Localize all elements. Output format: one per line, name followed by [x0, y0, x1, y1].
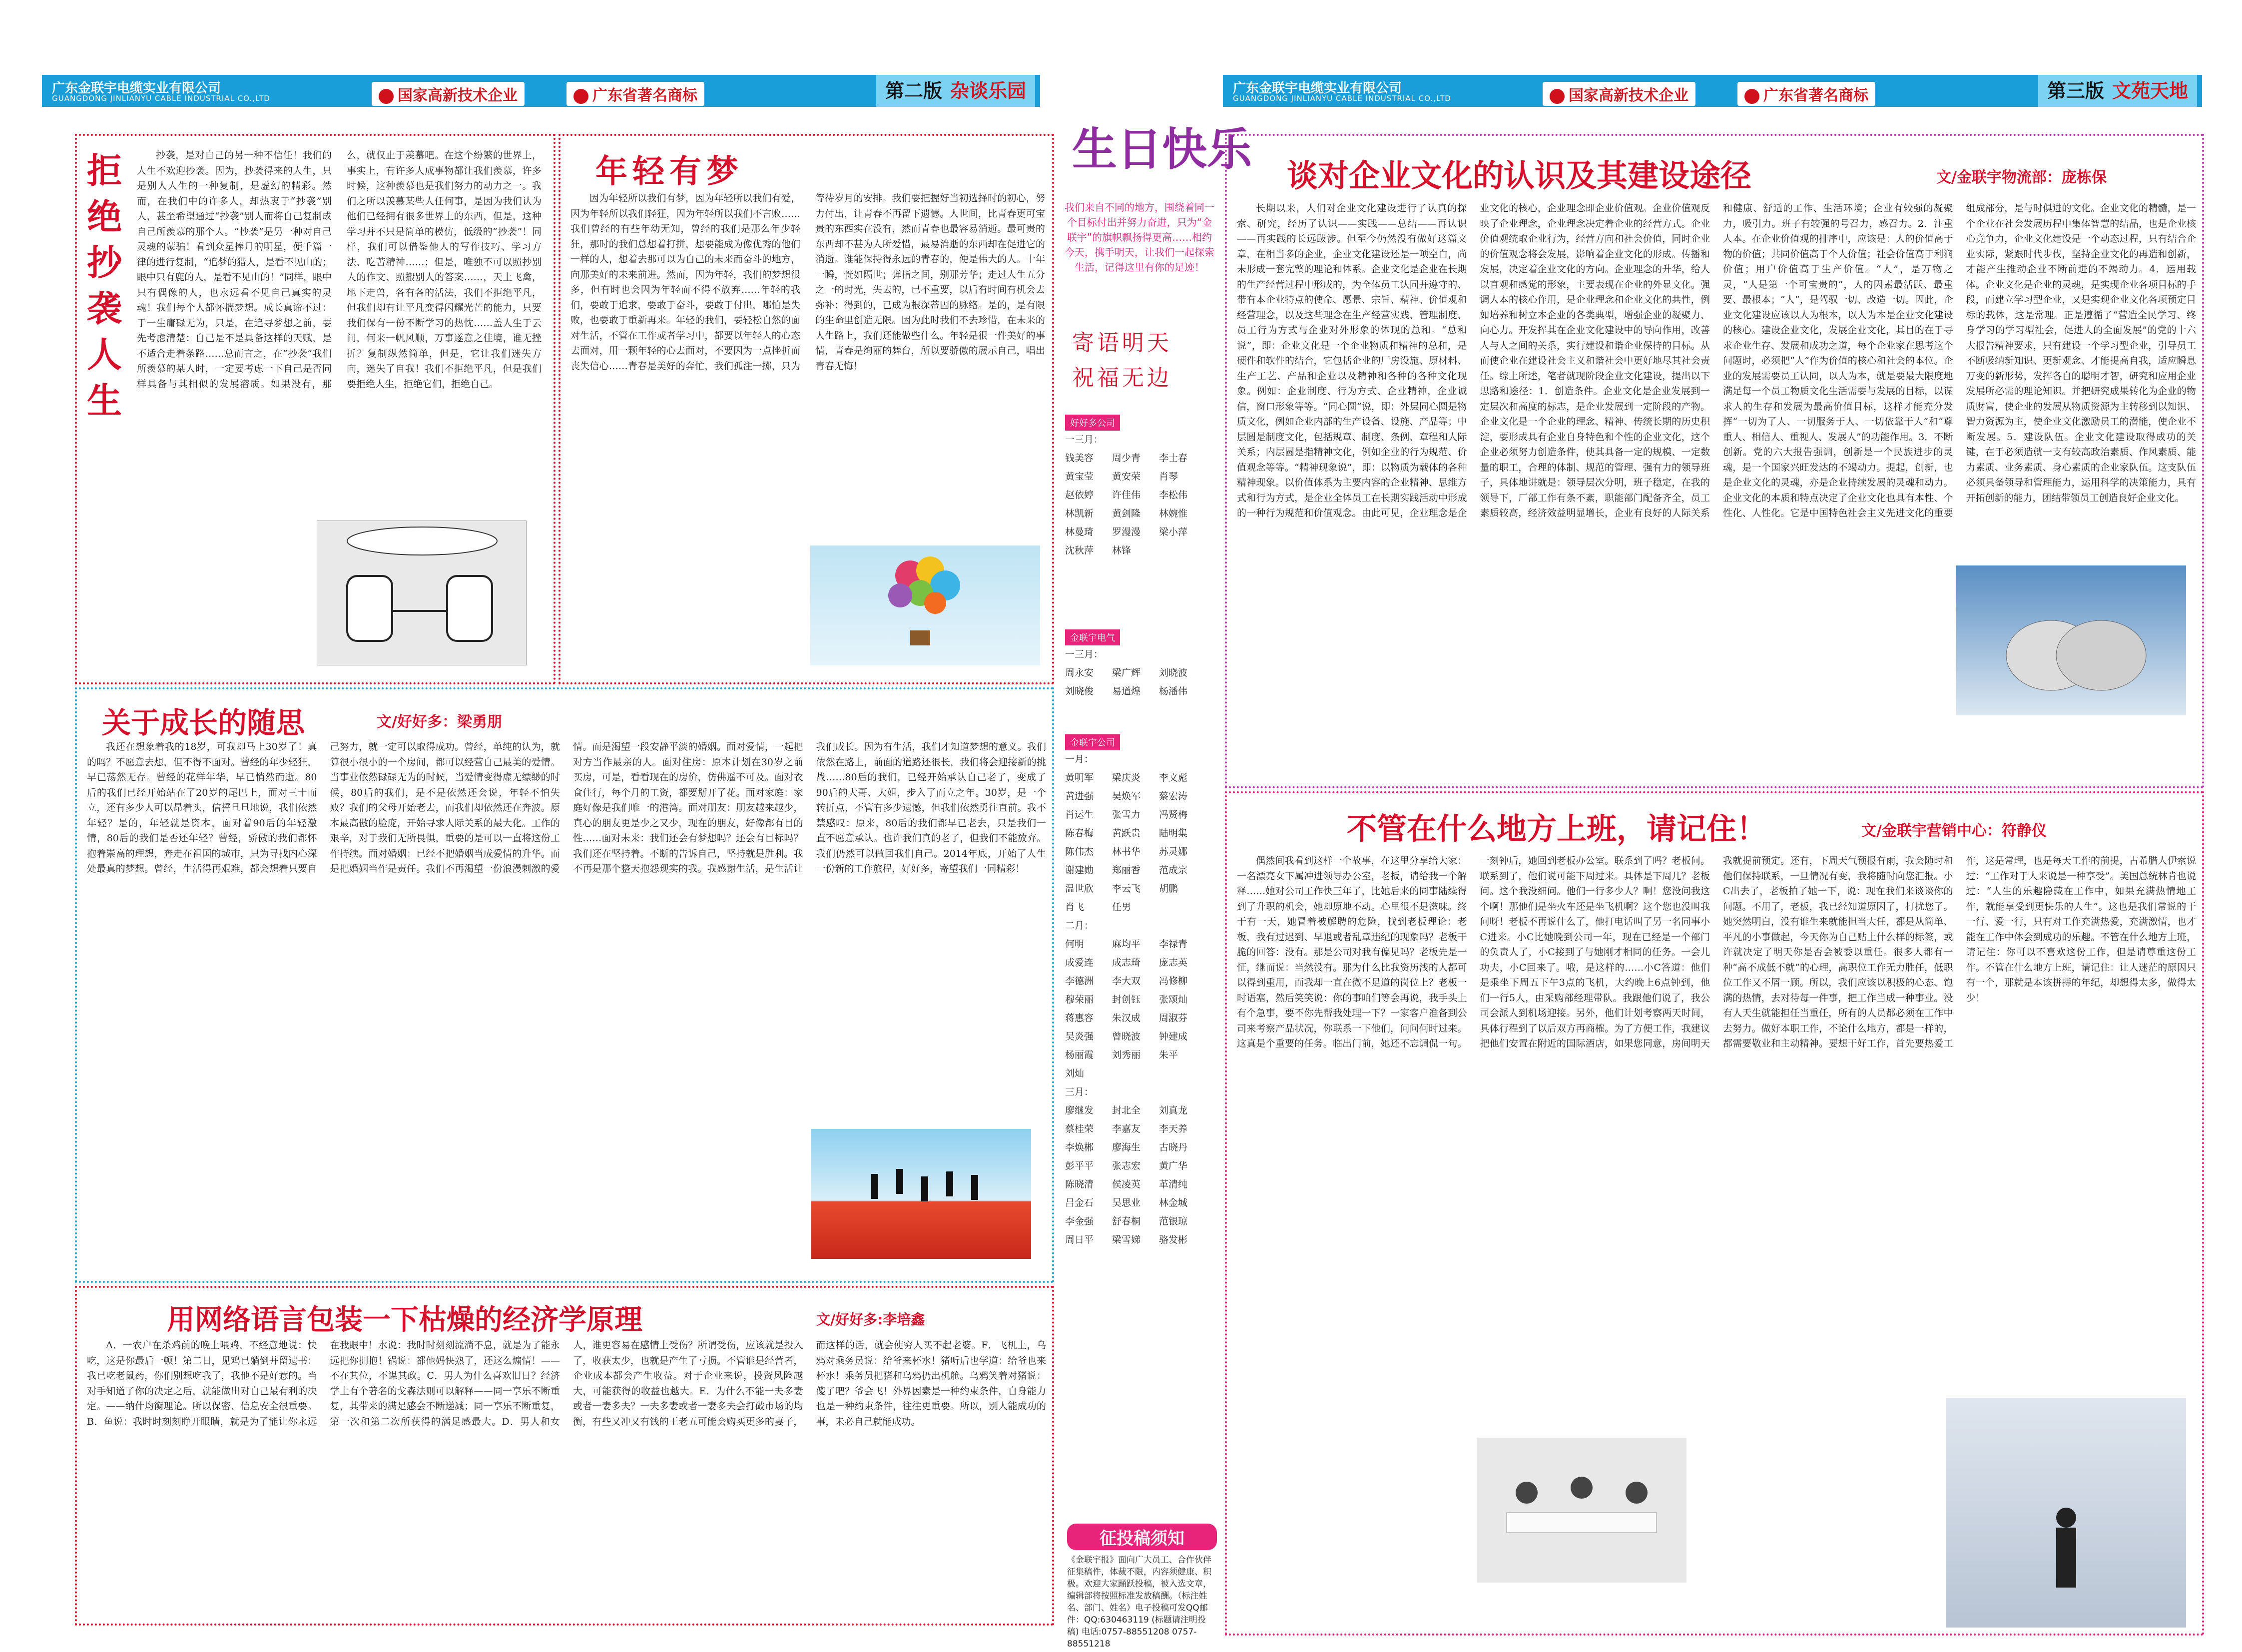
birthday-name: 郑丽香	[1112, 865, 1141, 876]
birthday-name: 陆明集	[1159, 828, 1188, 839]
birthday-name: 林金城	[1159, 1197, 1188, 1208]
calligraphy-line1: 寄语明天	[1072, 330, 1172, 356]
submission-notice	[1067, 1524, 1217, 1649]
birthday-name: 张雪力	[1112, 809, 1141, 820]
birthday-group-electric	[1065, 629, 1220, 701]
birthday-name: 黄剑隆	[1112, 508, 1141, 519]
birthday-name: 林锋	[1112, 545, 1131, 556]
month-label: 二月：	[1065, 920, 1094, 931]
birthday-name: 陈春梅	[1065, 828, 1094, 839]
birthday-name: 李文彪	[1159, 772, 1188, 783]
company-name-en: GUANGDONG JINLIANYU CABLE INDUSTRIAL CO.,LTD	[52, 94, 270, 103]
birthday-name: 梁小萍	[1159, 527, 1188, 538]
birthday-name: 麻均平	[1112, 939, 1141, 950]
submission-title: 征投稿须知	[1067, 1524, 1217, 1550]
fist-bump-image	[1956, 565, 2186, 715]
group-label: 好好多公司	[1065, 415, 1120, 431]
article-corporate-culture	[1225, 134, 2204, 788]
birthday-name: 冯贤梅	[1159, 809, 1188, 820]
birthday-name: 侯凌英	[1112, 1179, 1141, 1190]
birthday-name: 黄明军	[1065, 772, 1094, 783]
birthday-name: 成志琦	[1112, 957, 1141, 968]
birthday-name: 吴炎强	[1065, 1031, 1094, 1042]
company-name: 广东金联宇电缆实业有限公司	[52, 81, 221, 96]
birthday-name: 骆发彬	[1159, 1234, 1188, 1245]
right-header-bar	[1223, 75, 2202, 107]
birthday-name: 温世欣	[1065, 883, 1094, 894]
cartoon-image	[317, 521, 527, 665]
birthday-name: 任男	[1112, 902, 1131, 913]
birthday-name: 林曼琦	[1065, 527, 1094, 538]
birthday-name: 刘秀丽	[1112, 1050, 1141, 1061]
birthday-name: 吴焕军	[1112, 791, 1141, 802]
birthday-name: 李嘉友	[1112, 1123, 1141, 1134]
birthday-name: 吴思业	[1112, 1197, 1141, 1208]
birthday-name: 朱平	[1159, 1050, 1178, 1061]
month-label: 三月：	[1065, 1087, 1094, 1098]
month-label: 一月：	[1065, 754, 1094, 765]
birthday-name: 蒋惠容	[1065, 1013, 1094, 1024]
tag-famous-brand: 广东省著名商标	[1737, 82, 1875, 106]
birthday-name: 胡鹏	[1159, 883, 1178, 894]
birthday-name: 李天养	[1159, 1123, 1188, 1134]
birthday-name: 李德洲	[1065, 976, 1094, 987]
article-body: 因为年轻所以我们有梦，因为年轻所以我们有爱，因为年轻所以我们轻狂，因为年轻所以我们不言败……我们曾经的有些年幼无知，曾经的我们是那么年少轻狂，那时的我们总想着打拼，想要能成为像优秀的他们一样的人，想着去那可以为自己的未来而奋斗的地方，向那美好的未来前进。然而，因为年轻，我们的梦想很多，但有时也会因为年轻而不得不放弃……年轻的我们，要敢于追求，要敢于奋斗，要敢于付出，哪怕是失败，也要敢于重新再来。年轻的我们，要轻松自然的面对生活，不管在工作或者学习中，都要以年轻人的心态去面对，用一颗年轻的心去面对，不要因为一点挫折而丧失信心……青春是美好的奔忙，我们孤注一掷，只为等待岁月的安排。我们要把握好当初选择时的初心，努力付出，让青春不再留下遗憾。人世间，比青春更可宝贵的东西实在没有，然而青春也最容易消逝。最可贵的东西却不甚为人所爱惜，最易消逝的东西却在促进它的消逝。谁能保持得永远的青春的，便是伟大的人。十年一瞬，恍如隔世；弹指之间，别那芳华；走过人生五分之一的时光，失去的，已不重要，以后有时间有机会去弥补；得到的，已成为根深蒂固的脉络。是的，是有限的生命里创造无限。因为此时我们不去珍惜，在未来的人生路上，我们还能做些什么。年轻是很一件美好的事情，青春是绚丽的舞台，所以要骄傲的展示自己，唱出青春无悔！	[570, 193, 1045, 372]
name-list	[1065, 935, 1220, 1083]
birthday-name: 梁雪娣	[1112, 1234, 1141, 1245]
birthday-name: 廖海生	[1112, 1142, 1141, 1153]
birthday-name: 黄安荣	[1112, 471, 1141, 482]
tag-high-tech: 国家高新技术企业	[372, 82, 525, 106]
article-byline: 文/金联宇物流部：庞栋保	[1936, 169, 2107, 186]
submission-body: 《金联宇报》面向广大员工、合作伙伴征集稿件，体裁不限，内容须健康、积极。欢迎大家踊跃投稿，被入选文章，编辑部将按照标准发放稿酬。（标注姓名、部门、姓名）电子投稿可发QQ邮件：QQ:630463119 (标题请注明投稿) 电话:0757-88551208 0757-88551218	[1067, 1555, 1211, 1649]
flame-logo-icon	[379, 89, 394, 104]
article-body: 我还在想象着我的18岁，可我却马上30岁了！真的吗？不愿意去想，但不得不面对。曾经的年少轻狂，早已荡然无存。曾经的花样年华，早已悄然而逝。80后的我们已经开始站在了20岁的尾巴上，面对三十而立，还有多少人可以昂着头，信誓旦旦地说，我们依然年轻？是的，年轻就是资本，面对着90后的年轻激情，80后的我们是否还年轻？曾经，骄傲的我们都怀抱着崇高的理想，奔走在祖国的城市，只为寻找内心深处最真的梦想。曾经，生活得再艰难，都会想着只要自己努力，就一定可以取得成功。曾经，单纯的认为，就算很小很小的一个房间，都可以经营自己最美的爱情。当事业依然碌碌无为的时候，当爱情变得虚无缥缈的时候，80后的我们，是不是依然还会说，年轻不怕失败？我们的父母开始老去，而我们却依然还在奔波。原本最高傲的脸庞，开始寻求人际关系的最大化。工作的艰辛，对于我们无所畏惧，重要的是可以一直将这份工作持续。面对婚姻：已经不把婚姻当成爱情的升华。而是把婚姻当作是责任。我们不再渴望一份浪漫刺激的爱情。而是渴望一段安静平淡的婚姻。面对爱情，一起把对方当作最亲的人。面对住房：原本计划在30岁之前买房，可是，看看现在的房价，仿佛遥不可及。面对衣食住行，每个月的工资，都要掰开了花。面对家庭：家庭好像是我们唯一的港湾。面对朋友：朋友越来越少，真心的朋友更是少之又少，现在的朋友，好像都有目的性……面对未来：我们还会有梦想吗？还会有目标吗？我们还在坚持着。不断的告诉自己，坚持就是胜利。我不再是那个整天抱怨现实的我。我感谢生活，是生活让我们成长。因为有生活，我们才知道梦想的意义。我们依然在路上，前面的道路还很长，我们将会迎接新的挑战……80后的我们，已经开始承认自己老了，变成了90后的大哥、大姐，步入了而立之年。30岁，是一个转折点，不管有多少遗憾，但我们依然勇往直前。我不禁感叹：原来，80后的我们都早已老去，只是我们一直不愿意承认。也许我们真的老了，但我们不能放弃。我们仍然可以做回我们自己。2014年底，开始了人生一份新的工作旅程，好好多，寄望我们一同精彩！	[87, 741, 1046, 874]
meeting-icon	[1477, 1438, 1686, 1583]
article-title: 不管在什么地方上班，请记住！	[1347, 812, 1766, 847]
birthday-name: 杨丽霞	[1065, 1050, 1094, 1061]
birthday-name: 易道煌	[1112, 686, 1141, 697]
birthday-name: 廖继发	[1065, 1105, 1094, 1116]
runner-image	[1946, 1398, 2186, 1628]
birthday-name: 周永安	[1065, 667, 1094, 678]
article-workplace	[1225, 791, 2204, 1636]
name-list	[1065, 769, 1220, 917]
birthday-group-haohaoduo	[1065, 415, 1220, 560]
birthday-name: 冯修柳	[1159, 976, 1188, 987]
article-economics	[75, 1286, 1054, 1626]
birthday-name: 范银琼	[1159, 1216, 1188, 1227]
sidebar-slogan: 我们来自不同的地方，围绕着同一个目标付出并努力奋进，只为“金联宇”的旗帜飘扬得更高……相约今天，携手明天，让我们一起探索生活，记得这里有你的足迹！	[1065, 201, 1214, 273]
businessman-icon	[1946, 1398, 2186, 1628]
birthday-name: 刘灿	[1065, 1068, 1085, 1079]
birthday-name: 穆荣丽	[1065, 994, 1094, 1005]
birthday-name: 舒春桐	[1112, 1216, 1141, 1227]
month-label: 一三月：	[1065, 434, 1104, 445]
left-header-bar	[42, 75, 1040, 107]
birthday-logo-icon	[1067, 115, 1252, 185]
seal-logo-icon	[573, 89, 588, 104]
birthday-name: 李禄青	[1159, 939, 1188, 950]
article-title: 年轻有梦	[595, 153, 743, 190]
birthday-name: 肖飞	[1065, 902, 1085, 913]
birthday-name: 彭平平	[1065, 1160, 1094, 1171]
birthday-name: 陈晓清	[1065, 1179, 1094, 1190]
birthday-name: 成爱连	[1065, 957, 1094, 968]
name-list	[1065, 1101, 1220, 1249]
birthday-name: 李松伟	[1159, 490, 1188, 501]
article-body: 长期以来，人们对企业文化建设进行了认真的探索、研究，经历了认识——实践——总结——再认识——再实践的长远跋涉。但至今仍然没有做好这篇文章，在相当多的企业，企业文化建设还是一项空白，尚未形成一套完整的理论和体系。企业文化是企业在长期的生产经营过程中形成的，为全体员工认同并遵守的、带有本企业特点的使命、愿景、宗旨、精神、价值观和经营理念，以及这些理念在生产经营实践、管理制度、员工行为方式与企业对外形象的体现的总和。“总和说”，即：企业文化是一个企业物质和精神的总和，是硬件和软件的结合，它包括企业的厂房设施、原材料、生产工艺、产品和企业以及精神和各种的各种文化现象。例如：企业制度、行为方式、企业精神，企业诚信，窗口形象等等。“同心圆”说，即：外层同心圆是物质文化，例如企业内部的生产设备、设施、产品等；中层圆是制度文化，包括规章、制度、条例、章程和人际关系；内层圆是指精神文化，例如企业的行为规范、价值观念等等。“精神现象说”，即：以物质为载体的各种精神现象。以价值体系为主要内容的企业精神、思维方式和行为方式，是企业全体员工在长期实践活动中形成的一种行为规范和价值观念。由此可见，企业理念是企业文化的核心，企业理念即企业价值观。企业价值观反映了企业理念，企业理念决定着企业的经营方式。企业价值观统取企业行为，经营方向和社会价值，同时企业的价值观念将会发展，影响着企业文化的形成。传播和发展，决定着企业文化的方向。企业理念的升华，给人以直观和感觉的形象，主要表现在企业的外显文化。强调人本的核心作用，是企业理念和企业文化的共性，例如培养和树立本企业的各类典型，增强企业的凝聚力、向心力。开发挥其在企业文化建设中的导向作用，改善人与人之间的关系，实行建设和谐企业保持的目标。从而使企业在建设社会主义和谐社会中更好地尽其社会责任。综上所述，笔者就现阶段企业文化建设，提出以下思路和途径：1．创造条件。企业文化是企业发展到一定层次和高度的标志，是企业发展到一定阶段的产物。企业文化是一个企业的理念、精神、传统长期的历史积淀，要形成具有企业自身特色和个性的企业文化，这个企业必须努力创造条件，使其具备一定的规模、一定数量的职工，合理的体制、规范的管理、强有力的领导班子，具体地讲就是：领导层次分明，班子稳定，在我的领导下，厂部工作有条不紊，职能部门配备齐全，员工素质较高，经济效益明显增长，企业有良好的人际关系和健康、舒适的工作、生活环境；企业有较强的凝聚力，吸引力。班子有较强的号召力，感召力。2．注重人本。在企业价值观的排序中，应该是：人的价值高于物的价值；共同价值高于个人价值；社会价值高于利润价值；用户价值高于生产价值。“人”，是万物之灵，“人是第一个可宝贵的”，人的因素最活跃、最重要、最根本；“人”，是驾驭一切、改造一切。因此，企业文化建设应该以人为根本，以人为本是企业文化建设的核心。建设企业文化，发展企业文化，其目的在于寻求企业生存、发展和成功之道，每个企业家在思考这个问题时，必须把“人”作为价值的核心和社会的本位。企业的发展需要员工认同，以人为本，就是要最大限度地满足每一个员工物质文化生活需要与发展的目标，以谋求人的生存和发展为最高价值目标，这样才能充分发挥“一切为了人、一切服务于人、一切依靠于人”和“尊重人、相信人、重视人、发展人”的功能作用。3．不断创新。党的六大报告强调，创新是一个民族进步的灵魂，是一个国家兴旺发达的不竭动力。提起，创新，也是企业文化的灵魂，亦是企业持续发展的灵魂和动力。企业文化的本质和特点决定了企业文化也具有本性、个性化、人性化。它是中国特色社会主义先进文化的重要组成部分，是与时俱进的文化。企业文化的精髓，是一个企业在社会发展历程中集体智慧的结晶，也是企业核心竞争力，企业文化建设是一个动态过程，只有结合企业实际，紧跟时代步伐，坚持企业文化的再造和创新，才能产生推动企业不断前进的不竭动力。4．运用载体。企业文化是企业的灵魂，是实现企业各项目标的手段，而建立学习型企业，又是实现企业文化各项预定目标的载体，这是常理。正是遵循了“营造全民学习、终身学习的学习型社会，促进人的全面发展”的党的十六大报告精神要求，只有建设一个学习型企业，引导员工不断吸纳新知识、更新观念、才能提高自我，适应瞬息万变的新形势，发挥各自的聪明才智，研究和应用企业发展所必需的理论知识。并把研究成果转化为企业的物质财富，使企业的发展从物质资源为主转移到以知识、智力资源为主，使企业文化激励员工的潜能，使企业不断发展。5．建设队伍。企业文化建设取得成功的关键，在于必须造就一支有较高政治素质、作风素质、能力素质、业务素质、身心素质的企业家队伍。这支队伍必须具备领导和管理能力，运用科学的决策能力，具有开拓创新的能力，团结带领员工创造良好企业文化。	[1237, 203, 2196, 519]
birthday-name: 周淑芬	[1159, 1013, 1188, 1024]
birthday-name: 李金强	[1065, 1216, 1094, 1227]
birthday-name: 朱汉成	[1112, 1013, 1141, 1024]
birthday-name: 李士春	[1159, 453, 1188, 464]
name-list	[1065, 664, 1220, 701]
article-byline: 文/金联宇营销中心：符静仪	[1861, 822, 2047, 840]
birthday-name: 周少青	[1112, 453, 1141, 464]
birthday-name: 许佳伟	[1112, 490, 1141, 501]
article-title: 谈对企业文化的认识及其建设途径	[1287, 157, 1752, 194]
birthday-name: 吕金石	[1065, 1197, 1094, 1208]
group-label: 金联宇电气	[1065, 629, 1120, 645]
company-name-en: GUANGDONG JINLIANYU CABLE INDUSTRIAL CO.,LTD	[1233, 94, 1451, 103]
birthday-name: 张颂灿	[1159, 994, 1188, 1005]
tag-high-tech: 国家高新技术企业	[1543, 82, 1695, 106]
birthday-name: 李大双	[1112, 976, 1141, 987]
month-label: 一三月：	[1065, 649, 1104, 660]
article-title: 关于成长的随思	[102, 706, 305, 740]
birthday-name: 钟建成	[1159, 1031, 1188, 1042]
birthday-name: 陈伟杰	[1065, 846, 1094, 857]
birthday-name: 林书华	[1112, 846, 1141, 857]
birthday-name: 黄宝莹	[1065, 471, 1094, 482]
cartoon-thesis-icon	[317, 521, 527, 666]
svg-text:生日快乐: 生日快乐	[1072, 123, 1252, 176]
birthday-name: 赵依婷	[1065, 490, 1094, 501]
birthday-name: 梁广辉	[1112, 667, 1141, 678]
calligraphy-line2: 祝福无边	[1072, 365, 1172, 391]
birthday-name: 范成宗	[1159, 865, 1188, 876]
birthday-name: 钱美容	[1065, 453, 1094, 464]
birthday-name: 肖运生	[1065, 809, 1094, 820]
birthday-name: 曾晓波	[1112, 1031, 1141, 1042]
birthday-name: 刘真龙	[1159, 1105, 1188, 1116]
article-body: A．一农户在杀鸡前的晚上喂鸡，不经意地说：快吃，这是你最后一顿！第二日，见鸡已躺倒并留遗书：我已吃老鼠药，你们别想吃我了，我他不是好惹的。当对手知道了你的决定之后，就能做出对自己最有利的决定。——纳什均衡理论。所以保密、信息安全很重要。B．鱼说：我时时刻刻睁开眼睛，就是为了能让你永远在我眼中！水说：我时时刻刻流淌不息，就是为了能永远把你拥抱！锅说：都他妈快熟了，还这么煽情！——不在其位，不谋其政。C．男人为什么喜欢旧日？经济学上有个著名的戈森法则可以解释——同一享乐不断重复，其带来的满足感会不断递减；同一享乐不断重复，第一次和第二次所获得的满足感最大。D．男人和女人，谁更容易在感情上受伤？所谓受伤，应该就是投入了，收获太少，也就是产生了亏损。不管谁是经营者，企业成本都会产生收益。对于企业来说，投资风险越大，可能获得的收益也越大。E．为什么不能一夫多妻或者一妻多夫？一夫多妻或者一妻多夫会打破市场的均衡，有些又冲又有钱的王老五可能会购买更多的妻子，而这样的话，就会使穷人买不起老婆。F．飞机上，乌鸦对乘务员说：给爷来杯水！猪听后也学道：给爷也来杯水！乘务员把猪和乌鸦扔出机舱。乌鸦笑着对猪说：傻了吧？爷会飞！外界因素是一种约束条件，自身能力也是一种约束条件，往往更重要。所以，别人能成功的事，未必自己就能成功。	[87, 1340, 1046, 1427]
balloons-icon	[810, 546, 1040, 665]
birthday-name: 李云飞	[1112, 883, 1141, 894]
group-label: 金联宇公司	[1065, 734, 1120, 750]
birthday-name: 张志宏	[1112, 1160, 1141, 1171]
article-byline: 文/好好多：梁勇朋	[377, 713, 502, 731]
birthday-group-company	[1065, 734, 1220, 1249]
birthday-name: 罗漫漫	[1112, 527, 1141, 538]
birthday-name: 苏灵娜	[1159, 846, 1188, 857]
birthday-name: 周日平	[1065, 1234, 1094, 1245]
birthday-name: 封创钰	[1112, 994, 1141, 1005]
birthday-name: 林凯新	[1065, 508, 1094, 519]
seal-logo-icon	[1744, 89, 1759, 104]
birthday-sidebar	[1057, 115, 1252, 1649]
birthday-name: 蔡桂荣	[1065, 1123, 1094, 1134]
birthday-name: 梁庆炎	[1112, 772, 1141, 783]
birthday-name: 黄进强	[1065, 791, 1094, 802]
birthday-name: 封北全	[1112, 1105, 1141, 1116]
article-title: 用网络语言包装一下枯燥的经济学原理	[167, 1304, 642, 1336]
birthday-name: 何明	[1065, 939, 1085, 950]
birthday-name: 革清纯	[1159, 1179, 1188, 1190]
article-growth	[75, 687, 1054, 1283]
birthday-name: 谢建勋	[1065, 865, 1094, 876]
name-list	[1065, 449, 1220, 560]
birthday-name: 肖琴	[1159, 471, 1178, 482]
tag-famous-brand: 广东省著名商标	[566, 82, 704, 106]
birthday-name: 黄广华	[1159, 1160, 1188, 1171]
flame-logo-icon	[1550, 89, 1565, 104]
fists-icon	[1956, 565, 2186, 715]
birthday-name: 李焕郴	[1065, 1142, 1094, 1153]
article-young-dream	[559, 134, 1054, 684]
birthday-name: 庞志英	[1159, 957, 1188, 968]
article-body: 偶然间我看到这样一个故事，在这里分享给大家：一名漂亮女下属冲进领导办公室，老板，请给我一个解释……她对公司工作快三年了，比她后来的同事陆续得到了升职的机会，她却原地不动。心里很不是滋味。终于有一天，她冒着被解聘的危险，找到老板理论：老板，我有过迟到、早退或者乱章违纪的现象吗？老板干脆的回答：没有。那是公司对我有偏见吗？老板先是一怔，继而说：当然没有。那为什么比我资历浅的人都可以得到重用，而我却一直在微不足道的岗位上？老板一时语塞，然后笑笑说：你的事咱们等会再说，我手头上有个急事，要不你先帮我处理一下？一家客户准备到公司来考察产品状况，你联系一下他们，问问何时过来。这真是个重要的任务。临出门前，她还不忘调侃一句。一刻钟后，她回到老板办公室。联系到了吗？老板问。联系到了，他们说可能下周过来。具体是下周几？老板问。这个我没细问。他们一行多少人？啊！您没问我这个啊！那他们是坐火车还是坐飞机啊？这个您也没叫我问呀！老板不再说什么了，他打电话叫了另一名同事小C进来。小C比她晚到公司一年，现在已经是一个部门的负责人了，小C接到了与她刚才相同的任务。一会儿功夫，小C回来了。哦，是这样的……小C答道：他们是乘坐下周五下午3点的飞机，大约晚上6点钟到，他们一行5人，由采购部经理带队。我跟他们说了，我公司会派人到机场迎接。另外，他们计划考察两天时间，具体行程到了以后双方再商榷。为了方便工作，我建议把他们安置在附近的国际酒店，如果您同意，房间明天我就提前预定。还有，下周天气预报有雨，我会随时和他们保持联系，一旦情况有变，我将随时向您汇报。小C出去了，老板拍了她一下，说：现在我们来谈谈你的问题。不用了，老板，我已经知道原因了，打扰您了。她突然明白，没有谁生来就能担当大任，都是从简单、平凡的小事做起，今天你为自己贴上什么样的标签，或许就决定了明天你是否会被委以重任。很多人都有一种“高不成低不就”的心理，高职位工作无力胜任，低职位工作又不屑一顾。所以，我们应该以积极的心态、饱满的热情，去对待每一件事，把工作当成一种事业。没有人天生就能担任当重任，所有的人员都必须在工作中去努力。做好本职工作，不论什么地方，都是一样的，都需要敬业和主动精神。要想干好工作，首先要热爱工作，这是常理，也是每天工作的前提，古希腊人伊索说过：“工作对于人来说是一种享受”。美国总统林肯也说过：“人生的乐趣隐藏在工作中，如果充满热情地工作，就能享受到更快乐的人生”。这也是我们常说的干一行、爱一行，只有对工作充满热爱，充满激情，也才能在工作中体会到成功的乐趣。不管在什么地方上班，请记住：你可以不喜欢这份工作，但是请尊重这份工作。不管在什么地方上班，请记住：让人迷茫的原因只有一个，那就是本该拼搏的年纪，却想得太多，做得太少！	[1237, 855, 2196, 1049]
edition-label: 第二版 杂谈乐园	[876, 75, 1035, 107]
birthday-name: 黄跃贵	[1112, 828, 1141, 839]
company-name: 广东金联宇电缆实业有限公司	[1233, 81, 1402, 96]
birthday-name: 古晓丹	[1159, 1142, 1188, 1153]
birthday-name: 杨潘伟	[1159, 686, 1188, 697]
birthday-name: 刘晓波	[1159, 667, 1188, 678]
article-body: 抄袭，是对自己的另一种不信任！我们的人生不欢迎抄袭。因为，抄袭得来的人生，只是别人人生的一种复制，是虚幻的精彩。然而，在我们中的许多人，却热衷于“抄袭”别人，甚至希望通过“抄袭”别人而将自己复制成自己所羡慕的那个人。“抄袭”是另一种对自己灵魂的蒙骗！看到众星捧月的明星，便千篇一律的进行复制，“追梦的猎人，是看不见山的；眼中只有鹿的人，是看不见山的！”同样，眼中只有偶像的人，也永远看不见自己真实的灵魂！我们每个人都怀揣梦想。成长真谛不过：于一生庸碌无为，只是，在追寻梦想之前，要先考虑清楚：自己是不是具备这样的天赋，是不适合走着条路……总而言之，在“抄袭”我们所羡慕的某人时，一定要考虑一下自己是否同样具备与其相似的发展潜质。如果没有，那么，就仅止于羡慕吧。在这个纷繁的世界上，事实上，有许多人成事物都让我们羡慕，许多时候，这种羡慕也是我们努力的动力之一。我们之所以羡慕某些人任何事，是因为我们认为他们已经拥有很多世界上的东西，但是，这种学习并不只是简单的模仿，低级的“抄袭”！同样，我们可以借鉴他人的写作技巧、学习方法、吃苦精神……；但是，唯独不可以照抄别人的作文、照搬别人的答案……，天上飞禽，地下走兽，各有各的活法，我们不拒绝平凡，但我们却有让平凡变得闪耀光芒的能力，只要我们保有一份不断学习的热忱……盖人生于云间，何来一帆风顺，万事遂意之佳境，谁无挫折？复制纵然简单，但是，它让我们迷失方向，迷失了自我！我们不拒绝平凡，但是我们要拒绝人生，拒绝它们，拒绝自己。	[137, 150, 542, 390]
office-meeting-image	[1477, 1438, 1686, 1583]
edition-label: 第三版 文苑天地	[2038, 75, 2197, 107]
jumping-people-image	[811, 1129, 1031, 1259]
article-byline: 文/好好多:李培鑫	[816, 1311, 925, 1328]
silhouettes-icon	[811, 1129, 1031, 1259]
birthday-name: 刘晓俊	[1065, 686, 1094, 697]
birthday-name: 蔡宏涛	[1159, 791, 1188, 802]
article-plagiarism	[75, 134, 556, 684]
birthday-name: 林婉惟	[1159, 508, 1188, 519]
birthday-name: 沈秋萍	[1065, 545, 1094, 556]
balloon-house-image	[810, 546, 1040, 665]
article-title: 拒绝抄袭人生	[87, 150, 122, 421]
